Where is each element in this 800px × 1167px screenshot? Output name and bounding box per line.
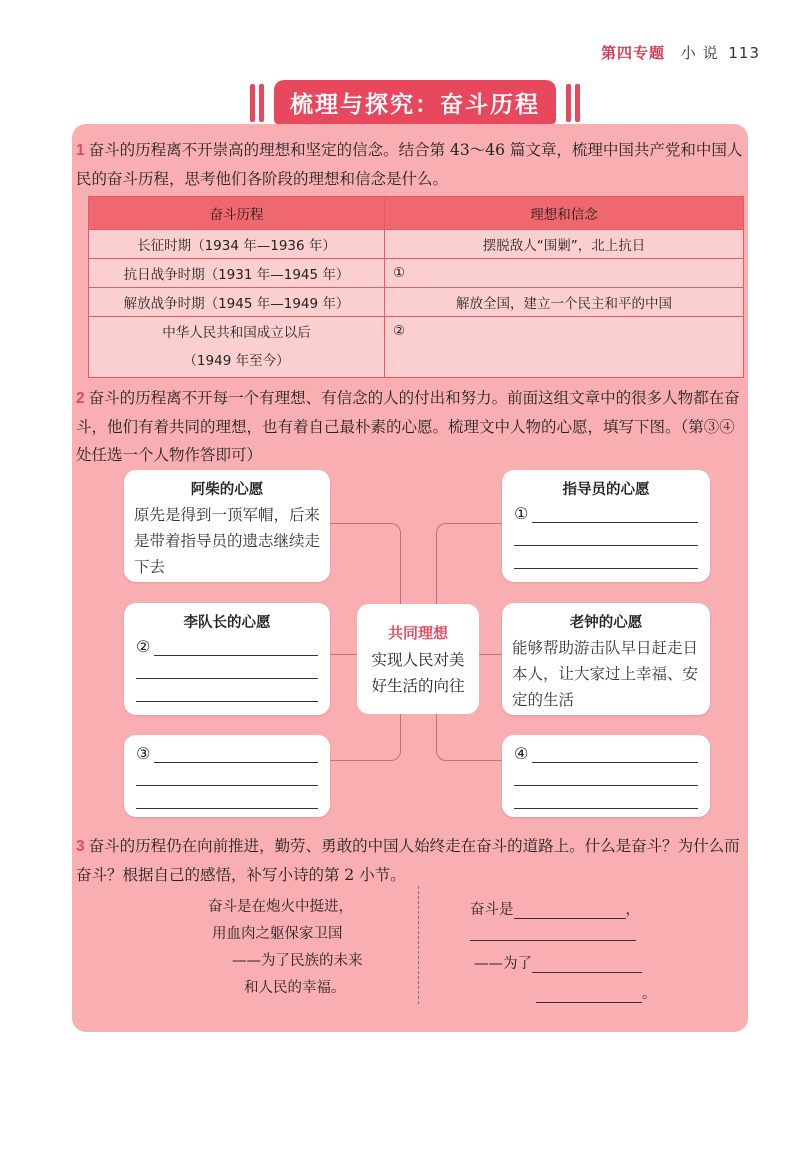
blank-underline bbox=[154, 641, 318, 656]
banner-title: 梳理与探究：奋斗历程 bbox=[274, 80, 556, 124]
title-banner bbox=[250, 80, 580, 126]
section-label: 第四专题 bbox=[601, 44, 666, 62]
blank-mark: ① bbox=[514, 504, 529, 523]
answer-cell[interactable]: ② bbox=[385, 317, 744, 378]
answer-line[interactable] bbox=[136, 739, 318, 763]
blank-mark: ④ bbox=[514, 744, 529, 763]
answer-suffix: ， bbox=[625, 902, 640, 918]
laozhong-wish-box bbox=[502, 603, 710, 715]
question-2 bbox=[76, 384, 750, 469]
question-text: 奋斗的历程离不开崇高的理想和坚定的信念。结合第 43～46 篇文章，梳理中国共产党和中国人民的奋斗历程，思考他们各阶段的理想和信念是什么。 bbox=[76, 141, 743, 188]
blank-mark: ② bbox=[136, 637, 151, 656]
poem-line: ——为了民族的未来 bbox=[232, 953, 363, 969]
chapter-label: 小 说 bbox=[680, 44, 719, 62]
instructor-wish-box bbox=[502, 470, 710, 582]
table-cell-line: （1949 年至今） bbox=[183, 353, 290, 369]
blank-underline[interactable] bbox=[532, 956, 642, 973]
connector-line bbox=[330, 523, 401, 605]
question-text: 奋斗的历程离不开每一个有理想、有信念的人的付出和努力。前面这组文章中的很多人物都在奋斗，他们有着共同的理想，也有着自己最朴素的心愿。梳理文中人物的心愿，填写下图。（第③④处任选一个人物作答即可） bbox=[76, 389, 740, 464]
box-title: 老钟的心愿 bbox=[569, 615, 643, 631]
page-number: 113 bbox=[728, 44, 760, 62]
question-text: 奋斗的历程仍在向前推进，勤劳、勇敢的中国人始终走在奋斗的道路上。什么是奋斗？为什么而奋斗？根据自己的感悟，补写小诗的第 2 小节。 bbox=[76, 837, 740, 884]
question-number: 2 bbox=[76, 390, 85, 407]
answer-line[interactable] bbox=[136, 632, 318, 656]
poem-answer-line-4[interactable] bbox=[536, 982, 657, 1003]
table-row bbox=[89, 288, 744, 317]
answer-prefix: ——为了 bbox=[474, 956, 532, 972]
common-ideal-text: 实现人民对美好生活的向往 bbox=[371, 651, 465, 695]
table-header: 奋斗历程 bbox=[89, 197, 385, 230]
poem-answer-line-1[interactable] bbox=[470, 898, 640, 919]
blank-underline bbox=[532, 508, 698, 523]
dashed-divider bbox=[418, 886, 419, 1004]
table-row bbox=[89, 230, 744, 259]
captain-wish-box bbox=[124, 603, 330, 715]
blank-underline bbox=[532, 748, 698, 763]
answer-cell[interactable]: ① bbox=[385, 259, 744, 288]
table-cell: 解放战争时期（1945 年—1949 年） bbox=[89, 288, 385, 317]
banner-stripe bbox=[575, 84, 580, 122]
common-ideal-title: 共同理想 bbox=[387, 624, 448, 642]
poem-answer-line-3[interactable] bbox=[474, 952, 642, 973]
table-cell: 长征时期（1934 年—1936 年） bbox=[89, 230, 385, 259]
answer-line[interactable] bbox=[514, 739, 698, 763]
question-3 bbox=[76, 832, 750, 889]
connector-line bbox=[479, 654, 502, 655]
table-cell-line: 中华人民共和国成立以后 bbox=[162, 325, 311, 341]
answer-line[interactable] bbox=[136, 656, 318, 679]
banner-stripe bbox=[566, 84, 571, 122]
blank-underline[interactable] bbox=[536, 986, 642, 1003]
table-header-row bbox=[89, 197, 744, 230]
question-1 bbox=[76, 136, 750, 193]
answer-line[interactable] bbox=[514, 546, 698, 569]
poem-line: 用血肉之躯保家卫国 bbox=[212, 926, 343, 942]
table-row bbox=[89, 259, 744, 288]
table-cell: 摆脱敌人“围剿”，北上抗日 bbox=[385, 230, 744, 259]
box-text: 能够帮助游击队早日赶走日本人，让大家过上幸福、安定的生活 bbox=[512, 639, 699, 709]
answer-line[interactable] bbox=[136, 786, 318, 809]
running-head bbox=[601, 42, 760, 63]
blank-mark: ③ bbox=[136, 744, 151, 763]
banner-stripe bbox=[259, 84, 264, 122]
answer-line[interactable] bbox=[514, 499, 698, 523]
answer-line[interactable] bbox=[136, 763, 318, 786]
answer-line[interactable] bbox=[514, 523, 698, 546]
question-number: 3 bbox=[76, 838, 85, 855]
connector-line bbox=[330, 714, 401, 761]
blank-wish-box-4 bbox=[502, 735, 710, 817]
answer-line[interactable] bbox=[136, 679, 318, 702]
connector-line bbox=[330, 654, 357, 655]
table-cell bbox=[89, 317, 385, 378]
table-cell: 解放全国，建立一个民主和平的中国 bbox=[385, 288, 744, 317]
answer-line[interactable] bbox=[514, 763, 698, 786]
struggle-table bbox=[88, 196, 744, 378]
box-text: 原先是得到一顶军帽，后来是带着指导员的遗志继续走下去 bbox=[134, 506, 321, 576]
box-title: 阿柴的心愿 bbox=[190, 482, 264, 498]
poem-answer-line-2[interactable] bbox=[470, 924, 636, 941]
table-cell: 抗日战争时期（1931 年—1945 年） bbox=[89, 259, 385, 288]
table-row bbox=[89, 317, 744, 378]
box-title: 李队长的心愿 bbox=[183, 615, 271, 631]
achai-wish-box bbox=[124, 470, 330, 582]
question-number: 1 bbox=[76, 142, 85, 159]
answer-line[interactable] bbox=[514, 786, 698, 809]
common-ideal-box bbox=[357, 604, 479, 714]
blank-underline bbox=[154, 748, 318, 763]
banner-stripe bbox=[250, 84, 255, 122]
blank-wish-box-3 bbox=[124, 735, 330, 817]
connector-line bbox=[436, 714, 503, 761]
blank-underline[interactable] bbox=[514, 902, 626, 919]
poem-line: 奋斗是在炮火中挺进， bbox=[208, 899, 353, 915]
connector-line bbox=[436, 523, 503, 605]
answer-prefix: 奋斗是 bbox=[470, 902, 514, 918]
box-title: 指导员的心愿 bbox=[562, 482, 650, 498]
poem-line: 和人民的幸福。 bbox=[244, 980, 346, 996]
table-header: 理想和信念 bbox=[385, 197, 744, 230]
answer-suffix: 。 bbox=[642, 986, 657, 1002]
